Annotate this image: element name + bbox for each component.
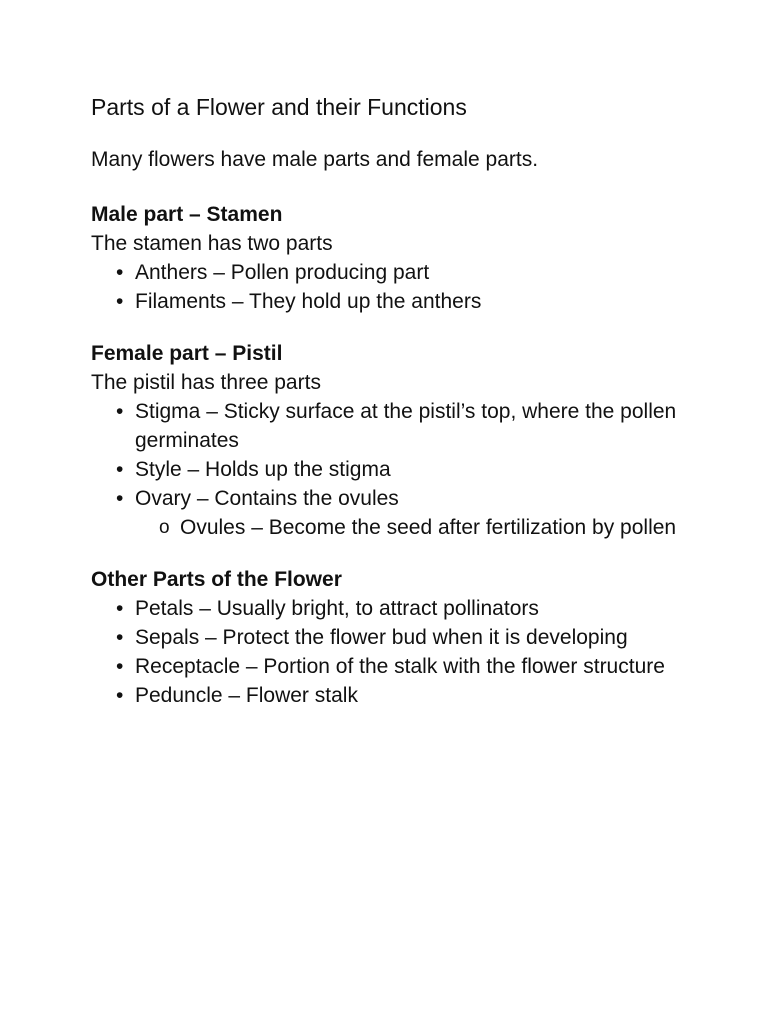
list-item-text: Filaments – They hold up the anthers (135, 290, 482, 313)
bullet-list-other (91, 594, 728, 710)
list-item-text: Style – Holds up the stigma (135, 458, 391, 481)
list-item (91, 594, 728, 623)
list-item-text: Ovary – Contains the ovules (135, 487, 399, 510)
document-title: Parts of a Flower and their Functions (91, 94, 467, 120)
list-item-text: Petals – Usually bright, to attract pollinators (135, 597, 539, 620)
list-item-text: Receptacle – Portion of the stalk with the flower structure (135, 655, 665, 678)
list-item-text: Anthers – Pollen producing part (135, 261, 430, 284)
list-item-text: Stigma – Sticky surface at the pistil’s top, where the pollen germinates (135, 400, 677, 452)
sub-list-item (135, 513, 728, 542)
section-heading-other: Other Parts of the Flower (91, 568, 342, 591)
circle-bullet-icon: o (159, 517, 170, 538)
bullet-icon: • (116, 458, 124, 481)
list-item (91, 455, 728, 484)
section-male (91, 200, 728, 316)
section-heading-female: Female part – Pistil (91, 342, 283, 365)
intro-text: Many flowers have male parts and female parts. (91, 148, 539, 171)
bullet-icon: • (116, 290, 124, 313)
list-item (91, 287, 728, 316)
list-item-text: Sepals – Protect the flower bud when it is developing (135, 626, 628, 649)
section-other (91, 565, 728, 710)
bullet-icon: • (116, 487, 124, 510)
section-lead-female: The pistil has three parts (91, 371, 321, 394)
list-item (91, 652, 728, 681)
bullet-icon: • (116, 400, 124, 423)
sub-bullet-list (135, 513, 728, 542)
list-item (91, 397, 728, 455)
bullet-list-male (91, 258, 728, 316)
bullet-icon: • (116, 684, 124, 707)
list-item (91, 681, 728, 710)
list-item-text: Peduncle – Flower stalk (135, 684, 358, 707)
sub-list-item-text: Ovules – Become the seed after fertilization by pollen (180, 516, 677, 539)
list-item (91, 258, 728, 287)
list-item (91, 623, 728, 652)
section-lead-male: The stamen has two parts (91, 232, 333, 255)
section-female (91, 339, 728, 542)
bullet-icon: • (116, 261, 124, 284)
list-item (91, 484, 728, 542)
bullet-icon: • (116, 655, 124, 678)
bullet-icon: • (116, 597, 124, 620)
bullet-icon: • (116, 626, 124, 649)
bullet-list-female (91, 397, 728, 542)
section-heading-male: Male part – Stamen (91, 203, 283, 226)
